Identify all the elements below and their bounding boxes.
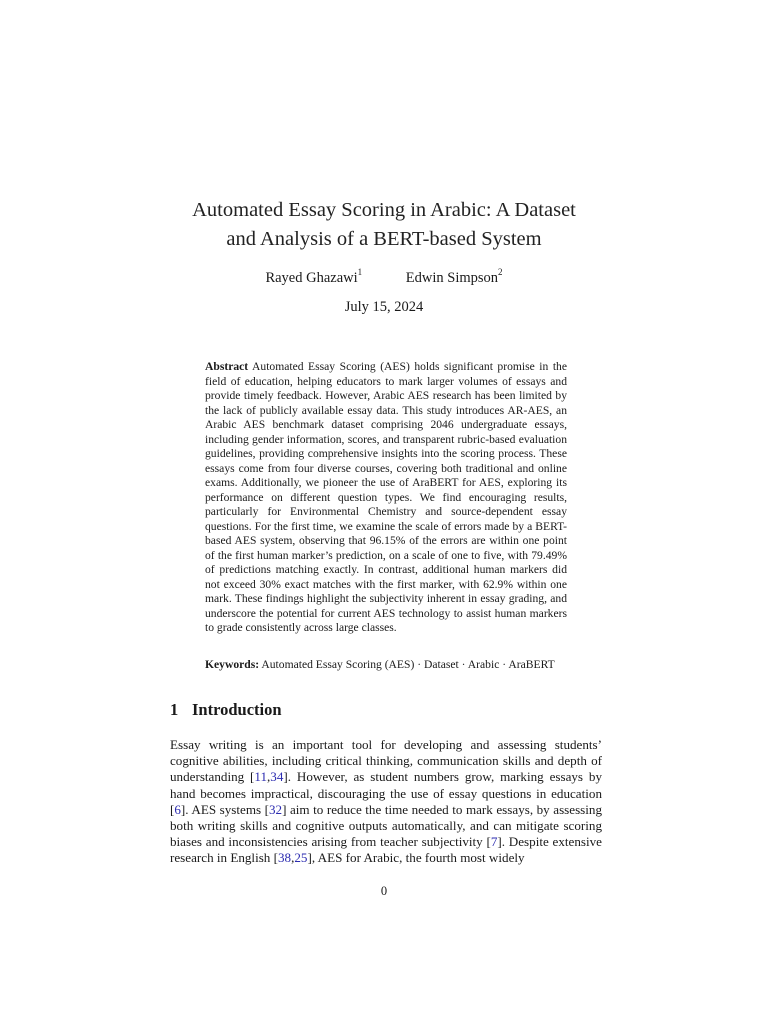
title-line-2: and Analysis of a BERT-based System [226, 228, 542, 250]
author-name: Rayed Ghazawi [265, 269, 358, 286]
keyword-separator: · [414, 658, 424, 671]
page-number: 0 [380, 884, 388, 898]
citation-link[interactable]: 38 [278, 850, 292, 866]
citation-link[interactable]: 25 [294, 850, 308, 866]
intro-text: ]. However, as student numbers grow, marking essays by hand becomes impractical, discouraging the use of essay questions in education [ [170, 769, 602, 817]
author-name: Edwin Simpson [405, 269, 499, 286]
keyword: Arabic [467, 658, 500, 671]
author-2 [406, 268, 503, 287]
section-title: Introduction [192, 700, 282, 719]
intro-text: , [291, 850, 295, 866]
abstract-text: Automated Essay Scoring (AES) holds significant promise in the field of education, helping educators to mark larger volumes of essays and provide timely feedback. However, Arabic AES research has been limited by the lack of publicly available essay data. This study introduces AR-AES, an Arabic AES benchmark dataset comprising 2046 undergraduate essays, including gender information, scores, and transparent rubric-based evaluation guidelines, providing comprehensive insights into the scoring process. These essays come from four diverse courses, covering both traditional and online exams. Additionally, we pioneer the use of AraBERT for AES, exploring its performance on different question types. We find encouraging results, particularly for Environmental Chemistry and source-dependent essay questions. For the first time, we examine the scale of errors made by a BERT-based AES system, observing that 96.15% of the errors are within one point of the first human marker’s prediction, on a scale of one to five, with 79.49% of predictions matching exactly. In contrast, additional human markers did not exceed 30% exact matches with the first marker, with 62.9% within one mark. These findings highlight the subjectivity inherent in essay grading, and underscore the potential for current AES technology to assist human markers to grade consistently across large classes. [205, 360, 567, 634]
paper-title [0, 196, 768, 254]
intro-text: , [267, 769, 271, 785]
section-heading [170, 700, 282, 720]
citation-link[interactable]: 32 [269, 801, 283, 817]
keyword: AraBERT [508, 658, 555, 671]
intro-text: ], AES for Arabic, the fourth most widely [307, 850, 525, 866]
intro-text: ]. Despite extensive research in English [ [170, 834, 602, 866]
author-affiliation: 1 [357, 267, 363, 277]
keywords [205, 658, 605, 673]
paper-date: July 15, 2024 [344, 299, 424, 315]
citation-link[interactable]: 6 [174, 801, 181, 817]
author-affiliation: 2 [498, 267, 503, 277]
keyword-separator: · [499, 658, 509, 671]
abstract-label: Abstract [205, 360, 249, 373]
intro-text: ] aim to reduce the time needed to mark essays, by assessing both writing skills and cognitive outputs automatically, and can mitigate scoring biases and inconsistencies arising from teacher subjectivity [ [170, 801, 602, 850]
keywords-label: Keywords: [205, 658, 260, 671]
citation-link[interactable]: 7 [490, 834, 498, 850]
citation-link[interactable]: 34 [270, 769, 284, 785]
keyword-separator: · [458, 658, 468, 671]
intro-text: ]. AES systems [ [180, 801, 269, 817]
keyword: Automated Essay Scoring (AES) [261, 658, 415, 671]
intro-text: Essay writing is an important tool for developing and assessing students’ cognitive abilities, including critical thinking, communication skills and depth of understanding [ [170, 737, 602, 785]
citation-link[interactable]: 11 [254, 769, 268, 785]
intro-paragraph [170, 737, 602, 867]
author-1 [265, 268, 362, 287]
title-line-1: Automated Essay Scoring in Arabic: A Dataset [192, 199, 576, 221]
author-list [0, 268, 768, 287]
section-number: 1 [170, 700, 179, 719]
keyword: Dataset [424, 658, 459, 671]
abstract [205, 360, 567, 636]
